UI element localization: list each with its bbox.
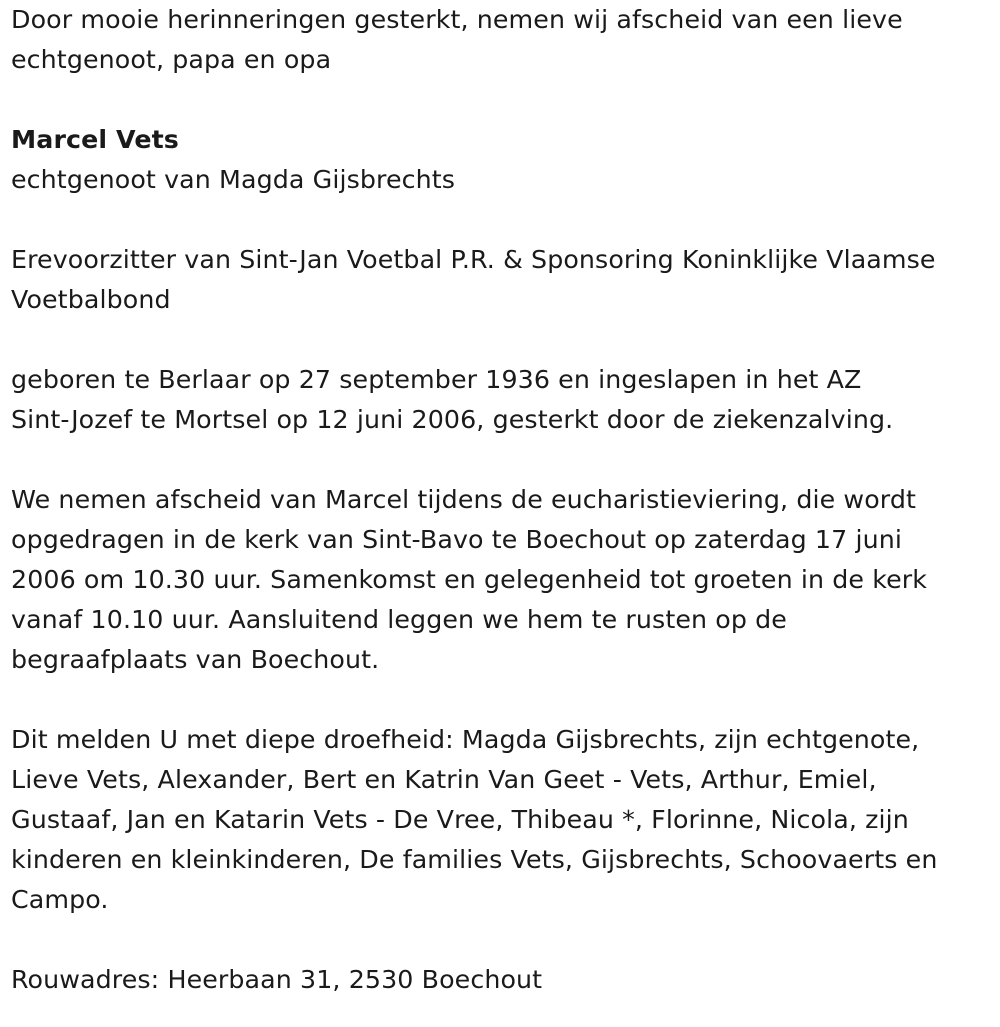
ceremony-line-1: We nemen afscheid van Marcel tijdens de eucharistieviering, die wordt — [11, 485, 917, 514]
family-line-3: Gustaaf, Jan en Katarin Vets - De Vree, Thibeau *, Florinne, Nicola, zijn — [11, 805, 909, 834]
family-line-1: Dit melden U met diepe droefheid: Magda Gijsbrechts, zijn echtgenote, — [11, 725, 920, 754]
intro-line-2: echtgenoot, papa en opa — [11, 45, 332, 74]
address-paragraph — [11, 960, 986, 1000]
birth-death-line-1: geboren te Berlaar op 27 september 1936 en ingeslapen in het AZ — [11, 365, 862, 394]
family-line-2: Lieve Vets, Alexander, Bert en Katrin Van Geet - Vets, Arthur, Emiel, — [11, 765, 877, 794]
obituary-document — [11, 0, 986, 1000]
birth-death-line-2: Sint-Jozef te Mortsel op 12 juni 2006, gesterkt door de ziekenzalving. — [11, 405, 894, 434]
paragraph-spacer — [11, 200, 986, 240]
family-line-4: kinderen en kleinkinderen, De families Vets, Gijsbrechts, Schoovaerts en — [11, 845, 938, 874]
mourning-address: Rouwadres: Heerbaan 31, 2530 Boechout — [11, 965, 543, 994]
ceremony-line-5: begraafplaats van Boechout. — [11, 645, 380, 674]
intro-paragraph — [11, 0, 986, 80]
spouse-line: echtgenoot van Magda Gijsbrechts — [11, 165, 456, 194]
paragraph-spacer — [11, 320, 986, 360]
ceremony-line-4: vanaf 10.10 uur. Aansluitend leggen we hem te rusten op de — [11, 605, 787, 634]
honor-line-1: Erevoorzitter van Sint-Jan Voetbal P.R. & Sponsoring Koninklijke Vlaamse — [11, 245, 936, 274]
birth-death-paragraph — [11, 360, 986, 440]
paragraph-spacer — [11, 680, 986, 720]
ceremony-paragraph — [11, 480, 986, 680]
paragraph-spacer — [11, 920, 986, 960]
ceremony-line-3: 2006 om 10.30 uur. Samenkomst en gelegenheid tot groeten in de kerk — [11, 565, 927, 594]
paragraph-spacer — [11, 440, 986, 480]
deceased-name: Marcel Vets — [11, 125, 179, 154]
ceremony-line-2: opgedragen in de kerk van Sint-Bavo te Boechout op zaterdag 17 juni — [11, 525, 902, 554]
honor-line-2: Voetbalbond — [11, 285, 171, 314]
paragraph-spacer — [11, 80, 986, 120]
intro-line-1: Door mooie herinneringen gesterkt, nemen wij afscheid van een lieve — [11, 5, 903, 34]
deceased-block — [11, 120, 986, 200]
family-line-5: Campo. — [11, 885, 109, 914]
honor-paragraph — [11, 240, 986, 320]
family-paragraph — [11, 720, 986, 920]
